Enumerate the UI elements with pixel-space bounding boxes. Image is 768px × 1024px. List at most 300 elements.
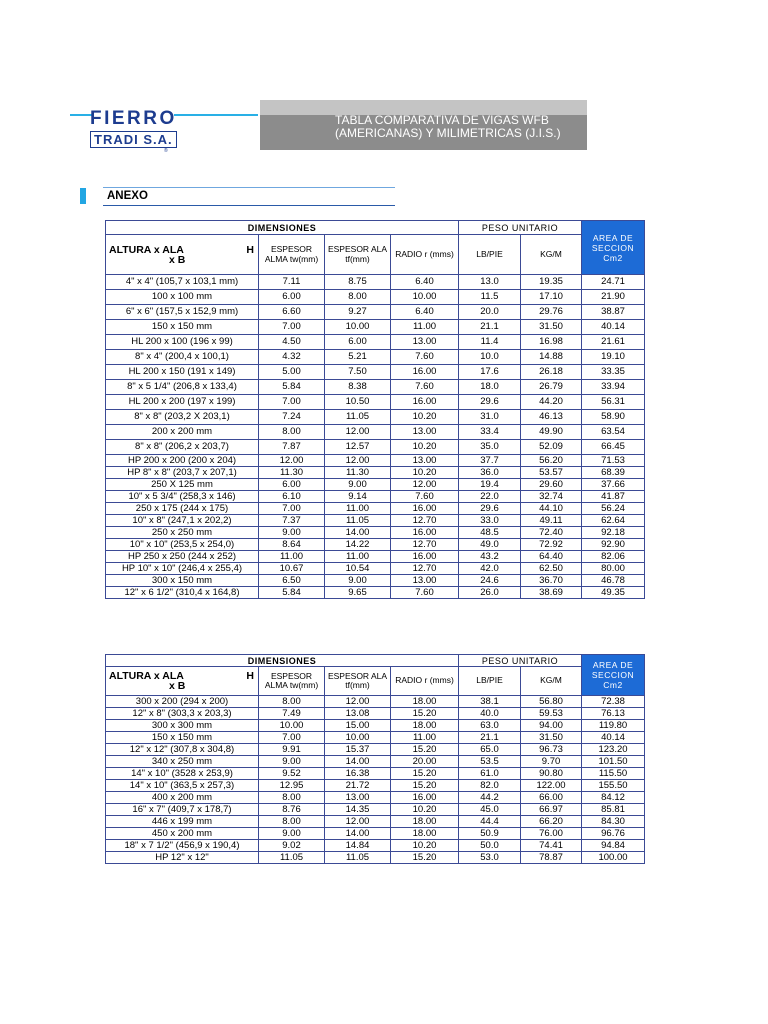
- cell-radio: 15.20: [391, 768, 459, 780]
- cell-radio: 13.00: [391, 425, 459, 440]
- cell-radio: 10.20: [391, 440, 459, 455]
- cell-kg-m: 122.00: [521, 780, 582, 792]
- cell-area: 115.50: [582, 768, 645, 780]
- cell-area: 63.54: [582, 425, 645, 440]
- cell-dimension: 200 x 200 mm: [106, 425, 259, 440]
- cell-dimension: 4" x 4" (105,7 x 103,1 mm): [106, 275, 259, 290]
- cell-radio: 13.00: [391, 455, 459, 467]
- cell-espesor-alma: 11.05: [259, 852, 325, 864]
- header-area-seccion: AREA DE SECCION Cm2: [582, 655, 645, 696]
- cell-lb-pie: 21.1: [459, 320, 521, 335]
- cell-area: 56.31: [582, 395, 645, 410]
- cell-radio: 7.60: [391, 587, 459, 599]
- cell-lb-pie: 44.4: [459, 816, 521, 828]
- cell-area: 38.87: [582, 305, 645, 320]
- cell-radio: 7.60: [391, 491, 459, 503]
- cell-kg-m: 66.20: [521, 816, 582, 828]
- cell-lb-pie: 20.0: [459, 305, 521, 320]
- cell-lb-pie: 42.0: [459, 563, 521, 575]
- cell-lb-pie: 44.2: [459, 792, 521, 804]
- cell-radio: 15.20: [391, 852, 459, 864]
- table-row: [106, 467, 645, 479]
- cell-espesor-alma: 8.00: [259, 425, 325, 440]
- cell-espesor-alma: 8.64: [259, 539, 325, 551]
- table-row: [106, 527, 645, 539]
- cell-lb-pie: 37.7: [459, 455, 521, 467]
- header-espesor-alma: ESPESOR ALMA tw(mm): [259, 235, 325, 275]
- cell-radio: 16.00: [391, 551, 459, 563]
- cell-espesor-ala: 14.00: [325, 527, 391, 539]
- cell-espesor-ala: 12.00: [325, 816, 391, 828]
- table-row: [106, 479, 645, 491]
- table-row: [106, 792, 645, 804]
- cell-dimension: 12" x 8" (303,3 x 203,3): [106, 708, 259, 720]
- cell-kg-m: 74.41: [521, 840, 582, 852]
- table-row: [106, 440, 645, 455]
- table-row: [106, 804, 645, 816]
- cell-area: 68.39: [582, 467, 645, 479]
- cell-kg-m: 72.40: [521, 527, 582, 539]
- cell-espesor-ala: 8.38: [325, 380, 391, 395]
- cell-dimension: HP 250 x 250 (244 x 252): [106, 551, 259, 563]
- cell-espesor-alma: 9.00: [259, 527, 325, 539]
- cell-lb-pie: 22.0: [459, 491, 521, 503]
- table-row: [106, 852, 645, 864]
- table-row: [106, 395, 645, 410]
- cell-kg-m: 31.50: [521, 320, 582, 335]
- cell-radio: 16.00: [391, 792, 459, 804]
- cell-area: 100.00: [582, 852, 645, 864]
- beam-table-1: [105, 220, 645, 599]
- cell-area: 96.76: [582, 828, 645, 840]
- cell-espesor-alma: 7.00: [259, 732, 325, 744]
- cell-area: 58.90: [582, 410, 645, 425]
- cell-dimension: 10" x 10" (253,5 x 254,0): [106, 539, 259, 551]
- header-altura-text: ALTURA x ALA: [109, 243, 184, 256]
- cell-kg-m: 17.10: [521, 290, 582, 305]
- table-row: [106, 275, 645, 290]
- table-row: [106, 455, 645, 467]
- cell-radio: 12.70: [391, 539, 459, 551]
- header-b: x B: [169, 253, 186, 266]
- cell-radio: 13.00: [391, 335, 459, 350]
- cell-area: 46.78: [582, 575, 645, 587]
- table-row: [106, 708, 645, 720]
- cell-dimension: HP 200 x 200 (200 x 204): [106, 455, 259, 467]
- cell-kg-m: 9.70: [521, 756, 582, 768]
- cell-lb-pie: 36.0: [459, 467, 521, 479]
- cell-lb-pie: 50.9: [459, 828, 521, 840]
- cell-dimension: 250 X 125 mm: [106, 479, 259, 491]
- cell-espesor-ala: 11.05: [325, 410, 391, 425]
- cell-lb-pie: 50.0: [459, 840, 521, 852]
- cell-radio: 15.20: [391, 708, 459, 720]
- cell-lb-pie: 29.6: [459, 503, 521, 515]
- header-peso-unitario: PESO UNITARIO: [459, 655, 582, 667]
- cell-radio: 11.00: [391, 732, 459, 744]
- cell-lb-pie: 29.6: [459, 395, 521, 410]
- cell-kg-m: 62.50: [521, 563, 582, 575]
- cell-lb-pie: 24.6: [459, 575, 521, 587]
- document-title: [335, 114, 561, 140]
- header-b: x B: [169, 680, 186, 692]
- header-espesor-alma: ESPESOR ALMA tw(mm): [259, 667, 325, 696]
- cell-lb-pie: 43.2: [459, 551, 521, 563]
- cell-radio: 10.20: [391, 804, 459, 816]
- cell-kg-m: 19.35: [521, 275, 582, 290]
- cell-espesor-ala: 15.37: [325, 744, 391, 756]
- cell-espesor-ala: 11.05: [325, 852, 391, 864]
- table-row: [106, 365, 645, 380]
- cell-espesor-ala: 9.14: [325, 491, 391, 503]
- cell-espesor-alma: 9.00: [259, 828, 325, 840]
- cell-dimension: 340 x 250 mm: [106, 756, 259, 768]
- table-row: [106, 551, 645, 563]
- table-row: [106, 732, 645, 744]
- cell-dimension: 6" x 6" (157,5 x 152,9 mm): [106, 305, 259, 320]
- cell-area: 101.50: [582, 756, 645, 768]
- table-row: [106, 350, 645, 365]
- cell-dimension: 150 x 150 mm: [106, 732, 259, 744]
- cell-espesor-alma: 6.50: [259, 575, 325, 587]
- title-line-2: (AMERICANAS) Y MILIMETRICAS (J.I.S.): [335, 126, 561, 140]
- cell-lb-pie: 33.4: [459, 425, 521, 440]
- cell-lb-pie: 53.0: [459, 852, 521, 864]
- cell-dimension: 14" x 10" (363,5 x 257,3): [106, 780, 259, 792]
- table-row: [106, 587, 645, 599]
- cell-espesor-ala: 7.50: [325, 365, 391, 380]
- cell-espesor-ala: 10.00: [325, 320, 391, 335]
- cell-area: 33.35: [582, 365, 645, 380]
- cell-kg-m: 94.00: [521, 720, 582, 732]
- cell-espesor-ala: 14.00: [325, 828, 391, 840]
- cell-espesor-alma: 9.52: [259, 768, 325, 780]
- cell-radio: 18.00: [391, 828, 459, 840]
- cell-radio: 11.00: [391, 320, 459, 335]
- cell-espesor-ala: 9.27: [325, 305, 391, 320]
- cell-espesor-ala: 12.57: [325, 440, 391, 455]
- cell-kg-m: 29.60: [521, 479, 582, 491]
- cell-lb-pie: 61.0: [459, 768, 521, 780]
- cell-dimension: 450 x 200 mm: [106, 828, 259, 840]
- cell-espesor-alma: 8.00: [259, 792, 325, 804]
- cell-espesor-alma: 7.49: [259, 708, 325, 720]
- table-row: [106, 575, 645, 587]
- cell-espesor-ala: 11.00: [325, 551, 391, 563]
- cell-lb-pie: 17.6: [459, 365, 521, 380]
- cell-area: 41.87: [582, 491, 645, 503]
- cell-espesor-alma: 7.00: [259, 320, 325, 335]
- cell-espesor-alma: 9.02: [259, 840, 325, 852]
- cell-espesor-ala: 10.54: [325, 563, 391, 575]
- cell-lb-pie: 45.0: [459, 804, 521, 816]
- cell-dimension: 150 x 150 mm: [106, 320, 259, 335]
- cell-kg-m: 53.57: [521, 467, 582, 479]
- header-lb-pie: LB/PIE: [459, 235, 521, 275]
- cell-dimension: 14" x 10" (3528 x 253,9): [106, 768, 259, 780]
- cell-kg-m: 26.79: [521, 380, 582, 395]
- cell-dimension: 10" x 8" (247,1 x 202,2): [106, 515, 259, 527]
- cell-espesor-alma: 9.00: [259, 756, 325, 768]
- cell-espesor-ala: 8.75: [325, 275, 391, 290]
- cell-dimension: 300 x 300 mm: [106, 720, 259, 732]
- title-banner: [260, 100, 587, 150]
- cell-espesor-ala: 11.30: [325, 467, 391, 479]
- cell-area: 71.53: [582, 455, 645, 467]
- cell-area: 37.66: [582, 479, 645, 491]
- cell-kg-m: 56.20: [521, 455, 582, 467]
- table-row: [106, 696, 645, 708]
- header-altura-text: ALTURA x ALA: [109, 670, 184, 682]
- section-heading: ANEXO: [107, 190, 148, 202]
- cell-dimension: 250 x 175 (244 x 175): [106, 503, 259, 515]
- header-h: H: [246, 243, 254, 256]
- cell-kg-m: 44.10: [521, 503, 582, 515]
- cell-dimension: 16" x 7" (409,7 x 178,7): [106, 804, 259, 816]
- cell-kg-m: 16.98: [521, 335, 582, 350]
- cell-radio: 10.20: [391, 410, 459, 425]
- cell-espesor-ala: 5.21: [325, 350, 391, 365]
- cell-espesor-ala: 13.08: [325, 708, 391, 720]
- cell-espesor-alma: 6.00: [259, 479, 325, 491]
- cell-espesor-ala: 15.00: [325, 720, 391, 732]
- cell-kg-m: 64.40: [521, 551, 582, 563]
- cell-kg-m: 52.09: [521, 440, 582, 455]
- cell-espesor-alma: 8.00: [259, 816, 325, 828]
- cell-dimension: HP 12" x 12": [106, 852, 259, 864]
- cell-lb-pie: 40.0: [459, 708, 521, 720]
- cell-dimension: 446 x 199 mm: [106, 816, 259, 828]
- cell-lb-pie: 21.1: [459, 732, 521, 744]
- cell-area: 84.12: [582, 792, 645, 804]
- cell-dimension: 8" x 4" (200,4 x 100,1): [106, 350, 259, 365]
- cell-area: 66.45: [582, 440, 645, 455]
- cell-kg-m: 66.00: [521, 792, 582, 804]
- table-row: [106, 305, 645, 320]
- cell-espesor-alma: 10.00: [259, 720, 325, 732]
- cell-area: 82.06: [582, 551, 645, 563]
- header-peso-unitario: PESO UNITARIO: [459, 221, 582, 235]
- cell-kg-m: 66.97: [521, 804, 582, 816]
- table-row: [106, 828, 645, 840]
- table-row: [106, 380, 645, 395]
- header-altura-ala: [106, 667, 259, 696]
- cell-dimension: 8" x 5 1/4" (206,8 x 133,4): [106, 380, 259, 395]
- cell-espesor-ala: 14.35: [325, 804, 391, 816]
- cell-area: 62.64: [582, 515, 645, 527]
- table-row: [106, 539, 645, 551]
- cell-espesor-ala: 10.50: [325, 395, 391, 410]
- cell-area: 40.14: [582, 320, 645, 335]
- cell-radio: 18.00: [391, 696, 459, 708]
- cell-radio: 10.00: [391, 290, 459, 305]
- cell-lb-pie: 31.0: [459, 410, 521, 425]
- cell-dimension: HP 10" x 10" (246,4 x 255,4): [106, 563, 259, 575]
- cell-espesor-ala: 12.00: [325, 696, 391, 708]
- cell-kg-m: 76.00: [521, 828, 582, 840]
- header-area-seccion: AREA DE SECCION Cm2: [582, 221, 645, 275]
- cell-dimension: HP 8" x 8" (203,7 x 207,1): [106, 467, 259, 479]
- cell-lb-pie: 35.0: [459, 440, 521, 455]
- table-row: [106, 491, 645, 503]
- cell-espesor-ala: 14.84: [325, 840, 391, 852]
- cell-espesor-ala: 11.05: [325, 515, 391, 527]
- cell-radio: 16.00: [391, 503, 459, 515]
- cell-area: 56.24: [582, 503, 645, 515]
- cell-kg-m: 44.20: [521, 395, 582, 410]
- cell-area: 40.14: [582, 732, 645, 744]
- cell-area: 24.71: [582, 275, 645, 290]
- header-dimensiones: DIMENSIONES: [106, 655, 459, 667]
- cell-espesor-ala: 14.00: [325, 756, 391, 768]
- table-row: [106, 335, 645, 350]
- cell-kg-m: 72.92: [521, 539, 582, 551]
- cell-radio: 18.00: [391, 816, 459, 828]
- cell-dimension: HL 200 x 150 (191 x 149): [106, 365, 259, 380]
- cell-espesor-alma: 4.50: [259, 335, 325, 350]
- logo-registered-mark: ®: [164, 148, 168, 154]
- header-lb-pie: LB/PIE: [459, 667, 521, 696]
- section-marker: [80, 188, 86, 204]
- cell-espesor-ala: 6.00: [325, 335, 391, 350]
- cell-radio: 16.00: [391, 395, 459, 410]
- cell-radio: 6.40: [391, 305, 459, 320]
- section-rule-bottom: [103, 205, 395, 206]
- cell-area: 119.80: [582, 720, 645, 732]
- cell-area: 19.10: [582, 350, 645, 365]
- cell-lb-pie: 26.0: [459, 587, 521, 599]
- cell-kg-m: 96.73: [521, 744, 582, 756]
- cell-dimension: 8" x 8" (206,2 x 203,7): [106, 440, 259, 455]
- cell-espesor-alma: 6.00: [259, 290, 325, 305]
- cell-radio: 7.60: [391, 380, 459, 395]
- cell-espesor-ala: 9.65: [325, 587, 391, 599]
- cell-radio: 15.20: [391, 780, 459, 792]
- cell-radio: 12.00: [391, 479, 459, 491]
- header-kg-m: KG/M: [521, 235, 582, 275]
- cell-area: 72.38: [582, 696, 645, 708]
- cell-dimension: 12" x 12" (307,8 x 304,8): [106, 744, 259, 756]
- cell-area: 21.90: [582, 290, 645, 305]
- cell-lb-pie: 18.0: [459, 380, 521, 395]
- cell-espesor-alma: 10.67: [259, 563, 325, 575]
- cell-espesor-ala: 10.00: [325, 732, 391, 744]
- header-radio: RADIO r (mms): [391, 235, 459, 275]
- logo-word-tradi: TRADI S.A.: [90, 131, 177, 148]
- cell-dimension: 100 x 100 mm: [106, 290, 259, 305]
- cell-radio: 16.00: [391, 365, 459, 380]
- table-row: [106, 720, 645, 732]
- cell-lb-pie: 38.1: [459, 696, 521, 708]
- cell-lb-pie: 82.0: [459, 780, 521, 792]
- cell-lb-pie: 63.0: [459, 720, 521, 732]
- cell-area: 92.18: [582, 527, 645, 539]
- title-line-1: TABLA COMPARATIVA DE VIGAS WFB: [335, 113, 549, 127]
- cell-lb-pie: 13.0: [459, 275, 521, 290]
- table-row: [106, 410, 645, 425]
- cell-radio: 10.20: [391, 467, 459, 479]
- cell-dimension: 18" x 7 1/2" (456,9 x 190,4): [106, 840, 259, 852]
- table-row: [106, 840, 645, 852]
- cell-area: 49.35: [582, 587, 645, 599]
- cell-espesor-alma: 9.91: [259, 744, 325, 756]
- cell-area: 92.90: [582, 539, 645, 551]
- cell-dimension: 250 x 250 mm: [106, 527, 259, 539]
- cell-kg-m: 36.70: [521, 575, 582, 587]
- cell-kg-m: 32.74: [521, 491, 582, 503]
- cell-lb-pie: 11.5: [459, 290, 521, 305]
- cell-espesor-alma: 12.95: [259, 780, 325, 792]
- cell-espesor-ala: 9.00: [325, 575, 391, 587]
- cell-kg-m: 56.80: [521, 696, 582, 708]
- cell-radio: 6.40: [391, 275, 459, 290]
- table-row: [106, 563, 645, 575]
- cell-espesor-alma: 8.76: [259, 804, 325, 816]
- table-row: [106, 768, 645, 780]
- cell-espesor-alma: 5.84: [259, 587, 325, 599]
- cell-dimension: HL 200 x 100 (196 x 99): [106, 335, 259, 350]
- cell-radio: 12.70: [391, 563, 459, 575]
- cell-radio: 13.00: [391, 575, 459, 587]
- cell-kg-m: 49.90: [521, 425, 582, 440]
- cell-espesor-alma: 7.87: [259, 440, 325, 455]
- cell-area: 123.20: [582, 744, 645, 756]
- cell-espesor-alma: 8.00: [259, 696, 325, 708]
- cell-kg-m: 90.80: [521, 768, 582, 780]
- section-rule-top: [103, 187, 395, 188]
- cell-dimension: 10" x 5 3/4" (258,3 x 146): [106, 491, 259, 503]
- cell-dimension: HL 200 x 200 (197 x 199): [106, 395, 259, 410]
- beam-table-2: [105, 654, 645, 864]
- cell-espesor-ala: 12.00: [325, 455, 391, 467]
- cell-espesor-alma: 6.60: [259, 305, 325, 320]
- cell-kg-m: 38.69: [521, 587, 582, 599]
- cell-espesor-ala: 16.38: [325, 768, 391, 780]
- cell-espesor-ala: 12.00: [325, 425, 391, 440]
- cell-radio: 10.20: [391, 840, 459, 852]
- cell-espesor-alma: 7.00: [259, 503, 325, 515]
- cell-kg-m: 46.13: [521, 410, 582, 425]
- header-h: H: [246, 670, 254, 682]
- cell-dimension: 8" x 8" (203,2 X 203,1): [106, 410, 259, 425]
- cell-area: 80.00: [582, 563, 645, 575]
- cell-area: 84.30: [582, 816, 645, 828]
- table-row: [106, 744, 645, 756]
- cell-kg-m: 49.11: [521, 515, 582, 527]
- logo-word-fierro: FIERRO: [90, 108, 177, 129]
- table-row: [106, 756, 645, 768]
- cell-radio: 20.00: [391, 756, 459, 768]
- cell-dimension: 300 x 200 (294 x 200): [106, 696, 259, 708]
- cell-lb-pie: 11.4: [459, 335, 521, 350]
- header-radio: RADIO r (mms): [391, 667, 459, 696]
- cell-area: 94.84: [582, 840, 645, 852]
- logo-line: [174, 114, 258, 116]
- cell-espesor-ala: 8.00: [325, 290, 391, 305]
- cell-radio: 7.60: [391, 350, 459, 365]
- cell-espesor-alma: 6.10: [259, 491, 325, 503]
- cell-espesor-alma: 7.24: [259, 410, 325, 425]
- cell-dimension: 12" x 6 1/2" (310,4 x 164,8): [106, 587, 259, 599]
- table-row: [106, 503, 645, 515]
- cell-kg-m: 78.87: [521, 852, 582, 864]
- header-altura-ala: [106, 235, 259, 275]
- cell-area: 21.61: [582, 335, 645, 350]
- header-espesor-ala: ESPESOR ALA tf(mm): [325, 235, 391, 275]
- cell-espesor-alma: 4.32: [259, 350, 325, 365]
- company-logo: [70, 106, 260, 166]
- cell-area: 155.50: [582, 780, 645, 792]
